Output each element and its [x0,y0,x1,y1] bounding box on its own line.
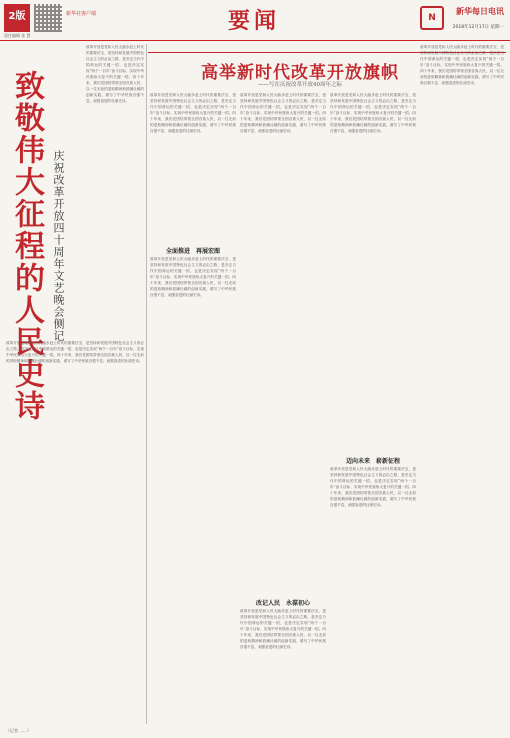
lead-subhead-1: 全面推进 再展宏图 [165,248,220,255]
lead-subhead-3: 迈向未来 崭新征程 [345,458,400,465]
commentary-title: 致敬伟大征程的人民史诗 [9,70,44,422]
paper-date: 2018年12月17日 星期一 [452,25,504,30]
lead-subhead-2: 改记人民 永葆初心 [255,600,310,607]
lead-text-col-6: 改革开放是党和人民大踏步赶上时代的重要法宝，是坚持和发展中国特色社会主义的必由之路，是决定当代中国命运的关键一招，也是决定实现“两个一百年”奋斗目标、实现中华民族伟大复兴的关键一招。四十年来，我们党团结带领全国各族人民，以一往无前的进取精神和波澜壮阔的创新实践，谱写了中华民族自强不息、顽强奋进的壮丽史诗。 [330,467,416,507]
commentary-text-col-1: 改革开放是党和人民大踏步赶上时代的重要法宝，是坚持和发展中国特色社会主义的必由之路，是决定当代中国命运的关键一招，也是决定实现“两个一百年”奋斗目标、实现中华民族伟大复兴的关键一招。四十年来，我们党团结带领全国各族人民，以一往无前的进取精神和波澜壮阔的创新实践，谱写了中华民族自强不息、顽强奋进的壮丽史诗。 [86,45,144,103]
lead-text-col-2: 改革开放是党和人民大踏步赶上时代的重要法宝，是坚持和发展中国特色社会主义的必由之路，是决定当代中国命运的关键一招，也是决定实现“两个一百年”奋斗目标、实现中华民族伟大复兴的关键一招。四十年来，我们党团结带领全国各族人民，以一往无前的进取精神和波澜壮阔的创新实践，谱写了中华民族自强不息、顽强奋进的壮丽史诗。 [150,257,236,297]
commentary-text-col-2: 改革开放是党和人民大踏步赶上时代的重要法宝，是坚持和发展中国特色社会主义的必由之路，是决定当代中国命运的关键一招，也是决定实现“两个一百年”奋斗目标、实现中华民族伟大复兴的关键一招。四十年来，我们党团结带领全国各族人民，以一往无前的进取精神和波澜壮阔的创新实践，谱写了中华民族自强不息、顽强奋进的壮丽史诗。 [6,341,144,363]
lead-headline: 高举新时代改革开放旗帜 [201,63,399,83]
lead-text-col-5: 改革开放是党和人民大踏步赶上时代的重要法宝，是坚持和发展中国特色社会主义的必由之路，是决定当代中国命运的关键一招，也是决定实现“两个一百年”奋斗目标、实现中华民族伟大复兴的关键一招。四十年来，我们党团结带领全国各族人民，以一往无前的进取精神和波澜壮阔的创新实践，谱写了中华民族自强不息、顽强奋进的壮丽史诗。 [330,93,416,133]
lead-text-col-4: 改革开放是党和人民大踏步赶上时代的重要法宝，是坚持和发展中国特色社会主义的必由之路，是决定当代中国命运的关键一招，也是决定实现“两个一百年”奋斗目标、实现中华民族伟大复兴的关键一招。四十年来，我们党团结带领全国各族人民，以一往无前的进取精神和波澜壮阔的创新实践，谱写了中华民族自强不息、顽强奋进的壮丽史诗。 [240,609,326,649]
page-footer: （记者 ……） [6,728,32,733]
page-number-badge [4,4,30,32]
lead-text-col-7: 改革开放是党和人民大踏步赶上时代的重要法宝，是坚持和发展中国特色社会主义的必由之路，是决定当代中国命运的关键一招，也是决定实现“两个一百年”奋斗目标、实现中华民族伟大复兴的关键一招。四十年来，我们党团结带领全国各族人民，以一往无前的进取精神和波澜壮阔的创新实践，谱写了中华民族自强不息、顽强奋进的壮丽史诗。 [420,45,504,85]
masthead [0,0,510,41]
page-number: 2版 [8,11,26,22]
qr-code-icon [34,4,62,32]
lead-text-col-1: 改革开放是党和人民大踏步赶上时代的重要法宝，是坚持和发展中国特色社会主义的必由之路，是决定当代中国命运的关键一招，也是决定实现“两个一百年”奋斗目标、实现中华民族伟大复兴的关键一招。四十年来，我们党团结带领全国各族人民，以一往无前的进取精神和波澜壮阔的创新实践，谱写了中华民族自强不息、顽强奋进的壮丽史诗。 [150,93,236,133]
lead-kicker: ——写在庆祝改革开放40周年之际 [258,82,342,88]
paper-logo-icon: N [420,6,444,30]
column-divider [146,44,147,724]
commentary-subtitle: 庆祝改革开放四十周年文艺晚会侧记 [52,150,65,342]
app-note: 新华社客户端 [66,11,97,17]
paper-name: 新华每日电讯 [456,7,504,16]
page-editor-meta: 责任编辑 张 慧 [4,33,31,38]
section-title: 要闻 [228,8,281,34]
lead-text-col-3: 改革开放是党和人民大踏步赶上时代的重要法宝，是坚持和发展中国特色社会主义的必由之路，是决定当代中国命运的关键一招，也是决定实现“两个一百年”奋斗目标、实现中华民族伟大复兴的关键一招。四十年来，我们党团结带领全国各族人民，以一往无前的进取精神和波澜壮阔的创新实践，谱写了中华民族自强不息、顽强奋进的壮丽史诗。 [240,93,326,133]
